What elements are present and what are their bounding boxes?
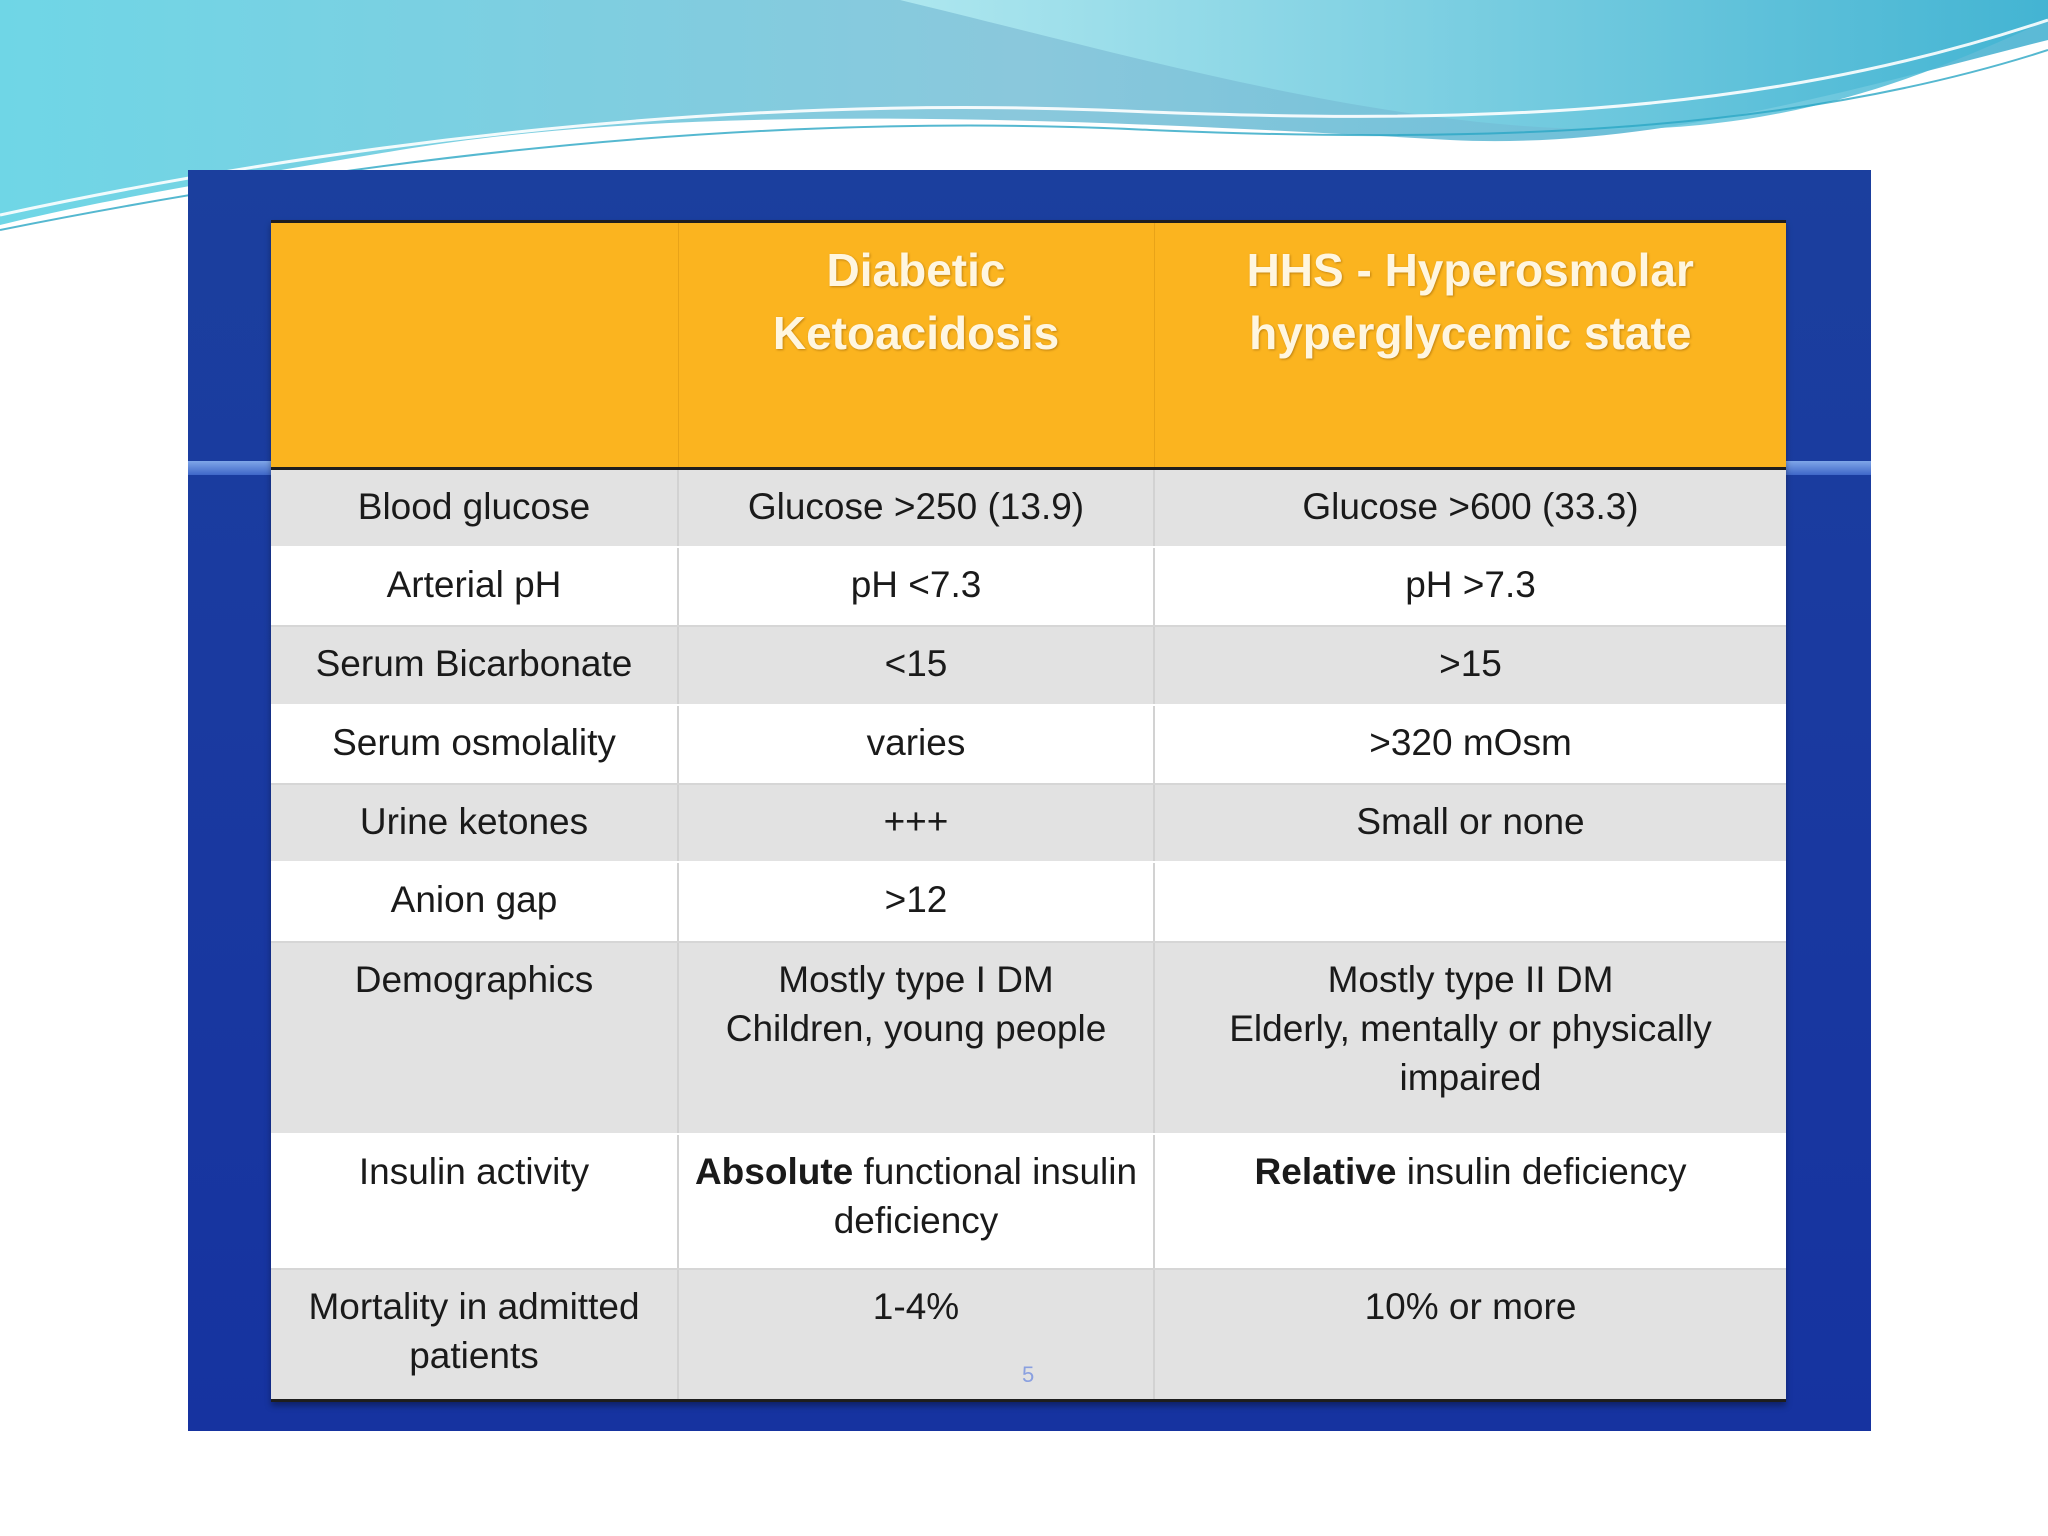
dka-cell: >12 <box>678 862 1154 942</box>
dka-cell: varies <box>678 705 1154 784</box>
row-label: Arterial pH <box>271 547 678 626</box>
hhs-insulin-text: insulin deficiency <box>1406 1151 1687 1192</box>
hhs-cell: >320 mOsm <box>1154 705 1786 784</box>
dka-cell: 1-4% <box>678 1269 1154 1401</box>
table-row <box>271 862 1786 942</box>
dka-demographics-line1: Mostly type I DM <box>778 959 1054 1000</box>
header-dka: Diabetic Ketoacidosis <box>678 222 1154 469</box>
dka-cell <box>678 942 1154 1134</box>
hhs-cell <box>1154 1134 1786 1269</box>
table-row <box>271 626 1786 705</box>
row-label: Demographics <box>271 942 678 1134</box>
hhs-demographics-line1: Mostly type II DM <box>1327 959 1614 1000</box>
table-row <box>271 1134 1786 1269</box>
hhs-cell: >15 <box>1154 626 1786 705</box>
table-row <box>271 705 1786 784</box>
dka-insulin-text: functional insulin deficiency <box>833 1151 1138 1241</box>
row-label: Anion gap <box>271 862 678 942</box>
table-row <box>271 784 1786 862</box>
row-label: Insulin activity <box>271 1134 678 1269</box>
header-hhs: HHS - Hyperosmolar hyperglycemic state <box>1154 222 1786 469</box>
dka-cell: +++ <box>678 784 1154 862</box>
hhs-cell: pH >7.3 <box>1154 547 1786 626</box>
hhs-cell <box>1154 942 1786 1134</box>
dka-cell <box>678 1134 1154 1269</box>
slide-number: 5 <box>1022 1362 1035 1387</box>
hhs-insulin-emphasis: Relative <box>1254 1151 1397 1192</box>
row-label: Mortality in admitted patients <box>271 1269 678 1401</box>
header-empty <box>271 222 678 469</box>
hhs-cell: Small or none <box>1154 784 1786 862</box>
table-header-row <box>271 222 1786 469</box>
table-row <box>271 547 1786 626</box>
row-label: Blood glucose <box>271 469 678 548</box>
row-label: Serum Bicarbonate <box>271 626 678 705</box>
comparison-table <box>271 220 1786 1402</box>
dka-cell: pH <7.3 <box>678 547 1154 626</box>
hhs-cell <box>1154 862 1786 942</box>
dka-demographics-line2: Children, young people <box>725 1008 1107 1049</box>
row-label: Serum osmolality <box>271 705 678 784</box>
dka-cell: Glucose >250 (13.9) <box>678 469 1154 548</box>
dka-cell: <15 <box>678 626 1154 705</box>
dka-insulin-emphasis: Absolute <box>694 1151 854 1192</box>
row-label: Urine ketones <box>271 784 678 862</box>
table-row <box>271 469 1786 548</box>
hhs-demographics-line2: Elderly, mentally or physically impaired <box>1229 1008 1712 1098</box>
hhs-cell: 10% or more <box>1154 1269 1786 1401</box>
hhs-cell: Glucose >600 (33.3) <box>1154 469 1786 548</box>
table-row <box>271 942 1786 1134</box>
